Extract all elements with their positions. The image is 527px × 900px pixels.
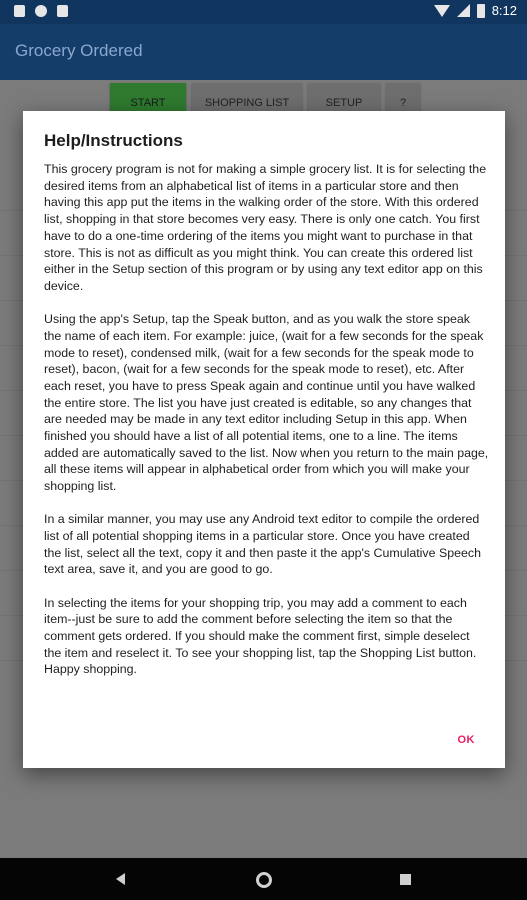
status-bar <box>0 0 527 24</box>
sd-card-icon <box>57 5 68 17</box>
back-icon[interactable] <box>116 873 125 885</box>
status-time: 8:12 <box>491 3 517 18</box>
dialog-paragraph: This grocery program is not for making a simple grocery list. It is for selecting the desired items from an alphabetical list of items in a particular store and then having this app put the items in the walking order of the store. With this ordered list, shopping in that store becomes very easy. There is only one catch. You first have to do a one-time ordering of the items you might want to purchase in that store. This is not as difficult as you might think. You can create this ordered list either in the Setup section of this program or by using any text editor app on this device. <box>44 162 487 293</box>
dialog-paragraph: In a similar manner, you may use any Android text editor to compile the ordered list of all potential shopping items in a particular store. Once you have created the list, select all the text, copy it and then paste it the app's Cumulative Speech text area, save it, and you are good to go. <box>44 512 481 577</box>
setup-button[interactable]: SETUP <box>308 83 380 123</box>
navigation-bar <box>0 858 527 900</box>
status-left-icons <box>14 5 68 17</box>
status-right-icons <box>434 3 517 18</box>
battery-icon <box>477 4 485 18</box>
app-bar <box>0 24 527 80</box>
home-icon[interactable] <box>256 872 272 888</box>
dialog-paragraph: In selecting the items for your shopping trip, you may add a comment to each item--just be sure to add the comment before selecting the item so that the comment gets ordered. If you should make the comment first, simple deselect the item and reselect it. To see your shopping list, tap the Shopping List button. Happy shopping. <box>44 595 477 677</box>
notification-icon <box>14 5 25 17</box>
wifi-icon <box>434 5 450 17</box>
dialog-body <box>44 161 489 695</box>
help-dialog <box>23 111 505 768</box>
signal-icon <box>457 4 470 17</box>
app-title: Grocery Ordered <box>15 41 143 60</box>
help-button[interactable]: ? <box>386 83 420 123</box>
start-button[interactable]: START <box>110 83 186 123</box>
shopping-list-button[interactable]: SHOPPING LIST <box>192 83 302 123</box>
dialog-paragraph: Using the app's Setup, tap the Speak button, and as you walk the store speak the name of each item. For example: juice, (wait for a few seconds for the speak mode to reset), condensed milk, (wait for a few seconds for the speak mode to reset), bacon, (wait for a few seconds for the speak mode to reset), etc. After each reset, you have to press Speak again and continue until you have walked the entire store. The list you have just created is editable, so any changes that are needed may be made in any text editor including Setup in this app. When finished you should have a list of all potential items, one to a line. The items added are automatically saved to the list. Now when you return to the main page, all these items will appear in alphabetical order from which you will make your shopping list. <box>44 312 489 494</box>
dialog-title: Help/Instructions <box>44 131 183 150</box>
circle-icon <box>35 5 47 17</box>
ok-button[interactable]: OK <box>457 734 475 746</box>
recents-icon[interactable] <box>400 874 411 885</box>
